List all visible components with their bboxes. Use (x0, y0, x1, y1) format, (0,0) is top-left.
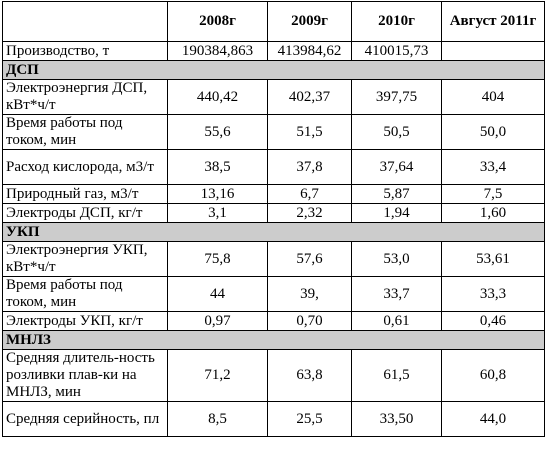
header-2010: 2010г (352, 2, 442, 42)
table-row (3, 185, 545, 204)
cell-value: 0,46 (442, 312, 545, 331)
table-row (3, 242, 545, 277)
production-label: Производство, т (3, 42, 168, 61)
cell-value: 3,1 (168, 204, 268, 223)
cell-value: 1,60 (442, 204, 545, 223)
row-label: Природный газ, м3/т (3, 185, 168, 204)
cell-value: 440,42 (168, 80, 268, 115)
cell-value: 1,94 (352, 204, 442, 223)
cell-value: 6,7 (268, 185, 352, 204)
steel-production-table (2, 1, 545, 437)
section-title: УКП (3, 223, 545, 242)
cell-value: 33,7 (352, 277, 442, 312)
row-label: Средняя длитель-ность розливки плав-ки на МНЛЗ, мин (3, 350, 168, 402)
header-empty-cell (3, 2, 168, 42)
table-row (3, 115, 545, 150)
header-august-2011: Август 2011г (442, 2, 545, 42)
cell-value: 0,70 (268, 312, 352, 331)
table-row (3, 150, 545, 185)
cell-value: 37,64 (352, 150, 442, 185)
table-row (3, 277, 545, 312)
row-label: Электроэнергия УКП, кВт*ч/т (3, 242, 168, 277)
row-label: Расход кислорода, м3/т (3, 150, 168, 185)
table-row (3, 402, 545, 437)
section-header-dsp (3, 61, 545, 80)
cell-value: 71,2 (168, 350, 268, 402)
header-2008: 2008г (168, 2, 268, 42)
row-label: Средняя серийность, пл (3, 402, 168, 437)
table-row (3, 312, 545, 331)
cell-value: 37,8 (268, 150, 352, 185)
cell-value: 39, (268, 277, 352, 312)
row-label: Время работы под током, мин (3, 277, 168, 312)
cell-value: 404 (442, 80, 545, 115)
production-value-2008: 190384,863 (168, 42, 268, 61)
cell-value: 63,8 (268, 350, 352, 402)
cell-value: 60,8 (442, 350, 545, 402)
section-header-ukp (3, 223, 545, 242)
cell-value: 33,3 (442, 277, 545, 312)
cell-value: 61,5 (352, 350, 442, 402)
cell-value: 57,6 (268, 242, 352, 277)
cell-value: 53,0 (352, 242, 442, 277)
cell-value: 397,75 (352, 80, 442, 115)
cell-value: 51,5 (268, 115, 352, 150)
row-label: Электроэнергия ДСП, кВт*ч/т (3, 80, 168, 115)
production-value-aug-2011 (442, 42, 545, 61)
section-title: ДСП (3, 61, 545, 80)
cell-value: 0,97 (168, 312, 268, 331)
table-row (3, 350, 545, 402)
section-header-mnlz (3, 331, 545, 350)
cell-value: 8,5 (168, 402, 268, 437)
cell-value: 5,87 (352, 185, 442, 204)
table-row (3, 80, 545, 115)
cell-value: 7,5 (442, 185, 545, 204)
cell-value: 44,0 (442, 402, 545, 437)
production-row (3, 42, 545, 61)
row-label: Электроды ДСП, кг/т (3, 204, 168, 223)
row-label: Время работы под током, мин (3, 115, 168, 150)
cell-value: 33,50 (352, 402, 442, 437)
table-row (3, 204, 545, 223)
cell-value: 2,32 (268, 204, 352, 223)
cell-value: 402,37 (268, 80, 352, 115)
section-title: МНЛЗ (3, 331, 545, 350)
production-value-2009: 413984,62 (268, 42, 352, 61)
cell-value: 0,61 (352, 312, 442, 331)
header-row (3, 2, 545, 42)
cell-value: 53,61 (442, 242, 545, 277)
cell-value: 38,5 (168, 150, 268, 185)
cell-value: 50,5 (352, 115, 442, 150)
header-2009: 2009г (268, 2, 352, 42)
production-value-2010: 410015,73 (352, 42, 442, 61)
cell-value: 75,8 (168, 242, 268, 277)
row-label: Электроды УКП, кг/т (3, 312, 168, 331)
cell-value: 33,4 (442, 150, 545, 185)
cell-value: 13,16 (168, 185, 268, 204)
cell-value: 55,6 (168, 115, 268, 150)
cell-value: 44 (168, 277, 268, 312)
cell-value: 50,0 (442, 115, 545, 150)
cell-value: 25,5 (268, 402, 352, 437)
